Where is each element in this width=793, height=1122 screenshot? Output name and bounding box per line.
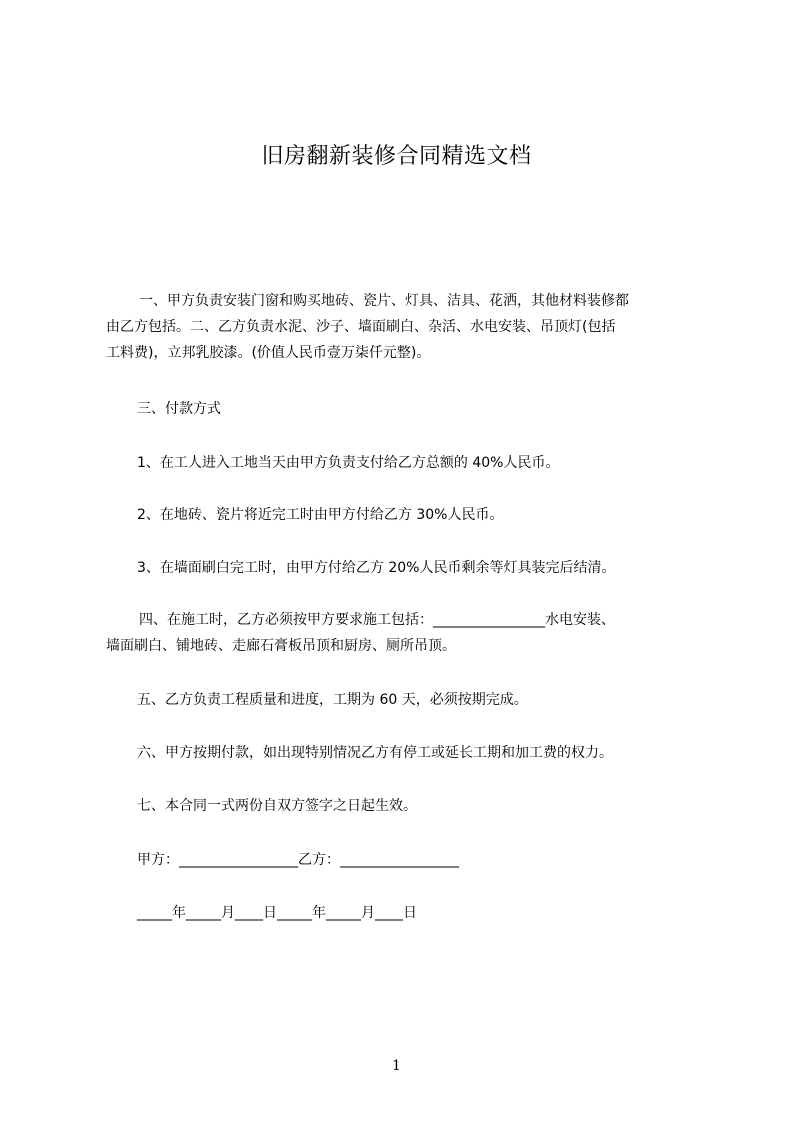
payment-clause-1: 1、在工人进入工地当天由甲方负责支付给乙方总额的 40%人民币。 [137, 455, 560, 471]
payment-clause-3: 3、在墙面刷白完工时，由甲方付给乙方 20%人民币剩余等灯具装完后结清。 [137, 560, 616, 576]
effective-clause: 七、本合同一式两份自双方签字之日起生效。 [137, 798, 417, 814]
paragraph-line: 一、甲方负责安装门窗和购买地砖、瓷片、灯具、洁具、花洒，其他材料装修都 [139, 293, 629, 309]
paragraph-line: 墙面刷白、铺地砖、走廊石膏板吊顶和厨房、厕所吊顶。 [106, 638, 456, 654]
date-line: _____年_____月____日_____年_____月____日 [137, 905, 417, 921]
page-title: 旧房翻新装修合同精选文档 [261, 144, 532, 169]
payment-method-heading: 三、付款方式 [137, 401, 221, 417]
quality-schedule-clause: 五、乙方负责工程质量和进度，工期为 60 天，必须按期完成。 [137, 692, 528, 708]
paragraph-line: 由乙方包括。二、乙方负责水泥、沙子、墙面刷白、杂活、水电安装、吊顶灯(包括 [106, 319, 616, 335]
signature-line: 甲方：_________________乙方：_________________ [137, 852, 459, 868]
construction-clause-paragraph [106, 607, 702, 659]
paragraph-line: 工料费)，立邦乳胶漆。(价值人民币壹万柒仟元整)。 [106, 345, 431, 361]
payment-delay-clause: 六、甲方按期付款，如出现特别情况乙方有停工或延长工期和加工费的权力。 [137, 745, 613, 761]
paragraph-line: 四、在施工时，乙方必须按甲方要求施工包括：________________水电安装、 [139, 612, 615, 628]
page-number: 1 [392, 1058, 401, 1074]
payment-clause-2: 2、在地砖、瓷片将近完工时由甲方付给乙方 30%人民币。 [137, 507, 504, 523]
clause-scope-paragraph [106, 288, 702, 366]
